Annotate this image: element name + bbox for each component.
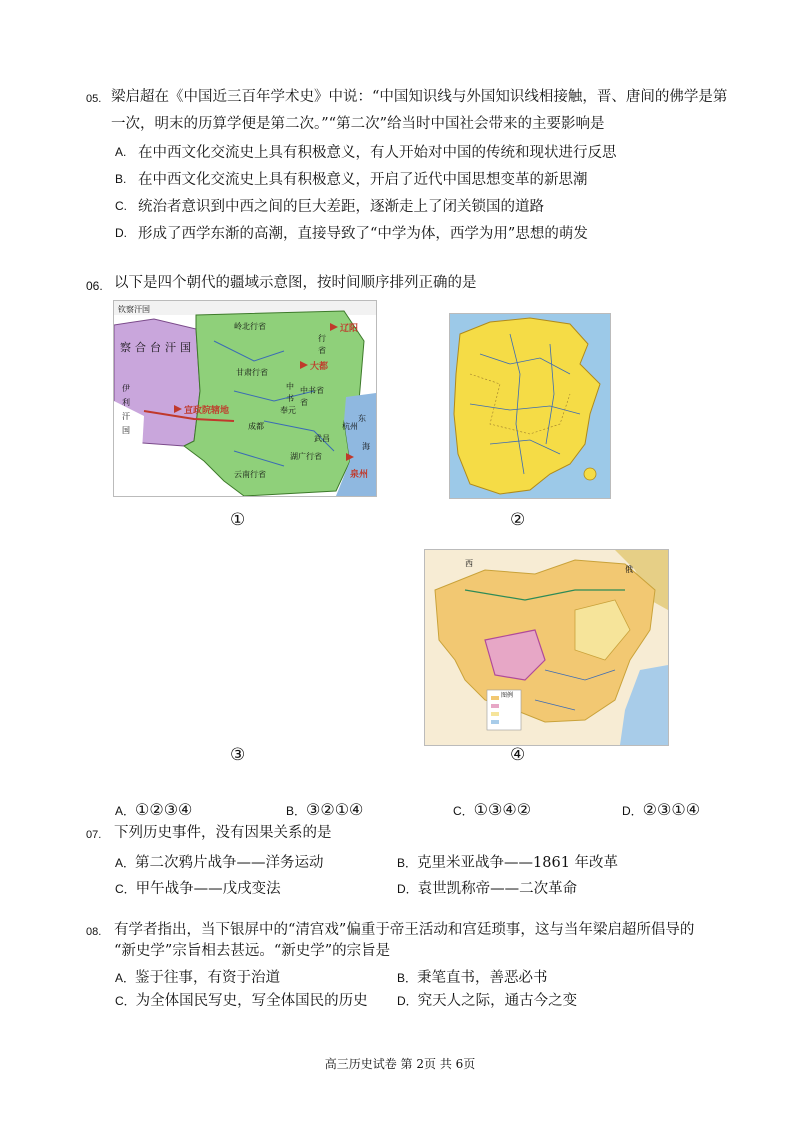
map1-label-hai: 海 xyxy=(362,442,370,451)
map-2-caption: ② xyxy=(510,510,526,530)
q07-number: 07. xyxy=(86,829,102,841)
q07-option-d-label: D． xyxy=(397,882,418,896)
q05-option-a-label[interactable]: A. xyxy=(115,145,127,159)
q08-option-b-label: B． xyxy=(397,971,418,985)
page-footer: 高三历史试卷 第 2页 共 6页 xyxy=(324,1057,476,1071)
q06-option-d[interactable] xyxy=(622,800,700,819)
q06-option-b[interactable] xyxy=(286,800,363,819)
map1-label-chagatai: 察合台汗国 xyxy=(120,341,195,354)
q07-option-d-text: 袁世凯称帝——二次革命 xyxy=(417,881,578,897)
q08-number: 08. xyxy=(86,926,102,938)
q07-option-a-text: 第二次鸦片战争——洋务运动 xyxy=(135,855,324,871)
q08-option-c-text: 为全体国民写史，写全体国民的历史 xyxy=(135,993,368,1009)
map1-label-zhong: 中 xyxy=(286,382,294,391)
map1-label-fengyuan: 奉元 xyxy=(280,406,296,415)
q08-option-a-text: 鉴于往事，有资于治道 xyxy=(135,970,281,986)
q07-option-c[interactable] xyxy=(115,877,281,898)
q07-option-a-label: A． xyxy=(115,856,136,870)
q05-option-c-label[interactable]: C. xyxy=(115,199,127,213)
q06-option-c[interactable] xyxy=(453,800,531,819)
q06-option-c-text: ①③④② xyxy=(473,800,532,819)
q06-option-a[interactable] xyxy=(115,800,192,819)
map1-label-shu: 书 xyxy=(286,394,294,403)
q05-option-a-text: 在中西文化交流史上具有积极意义，有人开始对中国的传统和现状进行反思 xyxy=(138,145,617,161)
map1-label-xing: 行 xyxy=(318,334,326,343)
q05-stem-line1: 梁启超在《中国近三百年学术史》中说：“中国知识线与外国知识线相接触，晋、唐间的佛学是第 xyxy=(111,89,728,105)
q08-stem-line2: “新史学”宗旨相去甚远。“新史学”的宗旨是 xyxy=(114,943,391,959)
q08-option-d-text: 究天人之际，通古今之变 xyxy=(417,993,578,1009)
q06-option-d-text: ②③①④ xyxy=(642,800,701,819)
q05-stem-line2: 一次，明末的历算学便是第二次。”“第二次”给当时中国社会带来的主要影响是 xyxy=(111,116,605,132)
map1-label-huguang: 湖广行省 xyxy=(290,452,322,461)
q06-stem: 以下是四个朝代的疆域示意图，按时间顺序排列正确的是 xyxy=(114,275,477,291)
q05-option-b-text: 在中西文化交流史上具有积极意义，开启了近代中国思想变革的新思潮 xyxy=(138,172,588,188)
map-2 xyxy=(449,313,611,499)
map-3-caption: ③ xyxy=(230,745,246,765)
q08-option-d-label: D． xyxy=(397,994,418,1008)
map1-label-sheng2: 省 xyxy=(300,398,308,407)
q06-option-d-label: D． xyxy=(622,804,643,818)
q06-option-b-text: ③②①④ xyxy=(306,800,364,819)
map1-label-il-3: 汗 xyxy=(122,412,130,421)
q07-option-b-label: B． xyxy=(397,856,418,870)
map3-label-russia: 俄 xyxy=(625,565,633,574)
q08-option-a[interactable] xyxy=(115,966,280,987)
map1-label-zhongshu: 中书省 xyxy=(300,386,324,395)
q08-option-b[interactable] xyxy=(397,966,548,987)
map-1-yuan xyxy=(113,300,377,497)
q07-option-c-text: 甲午战争——戊戌变法 xyxy=(135,881,281,897)
map1-label-dong: 东 xyxy=(358,414,366,423)
q05-number: 05. xyxy=(86,93,102,105)
map1-label-chengdu: 成都 xyxy=(248,422,264,431)
q07-option-b-text: 克里米亚战争——1861 年改革 xyxy=(417,855,619,871)
map1-label-hangzhou: 杭州 xyxy=(342,422,358,431)
map-3-qing xyxy=(424,549,669,746)
map-4-caption: ④ xyxy=(510,745,526,765)
q08-stem-line1: 有学者指出，当下银屏中的“清宫戏”偏重于帝王活动和宫廷琐事，这与当年梁启超所倡导的 xyxy=(114,922,695,938)
q07-option-b[interactable] xyxy=(397,851,618,872)
map1-label-yunnan: 云南行省 xyxy=(234,470,266,479)
q06-option-a-text: ①②③④ xyxy=(135,800,193,819)
map1-label-xuanzhengyuan: 宣政院辖地 xyxy=(184,406,230,416)
q05-option-c-text: 统治者意识到中西之间的巨大差距，逐渐走上了闭关锁国的道路 xyxy=(138,199,544,215)
map1-label-wuchang: 武昌 xyxy=(314,434,330,443)
map1-label-il-2: 利 xyxy=(122,398,130,407)
q07-stem: 下列历史事件，没有因果关系的是 xyxy=(114,825,332,841)
map1-label-quanzhou: 泉州 xyxy=(350,470,369,480)
map1-label-il-1: 伊 xyxy=(122,384,130,393)
map1-label-sheng: 省 xyxy=(318,346,326,355)
q08-option-b-text: 秉笔直书，善恶必书 xyxy=(417,970,548,986)
q06-option-a-label: A． xyxy=(115,804,136,818)
q07-option-a[interactable] xyxy=(115,851,324,872)
q07-option-c-label: C． xyxy=(115,882,136,896)
q06-option-b-label: B． xyxy=(286,804,307,818)
q05-option-d-label[interactable]: D. xyxy=(115,226,127,240)
q05-option-b-label[interactable]: B. xyxy=(115,172,127,186)
map-1-caption: ① xyxy=(230,510,246,530)
map1-label-il-4: 国 xyxy=(122,426,130,435)
q08-option-a-label: A． xyxy=(115,971,136,985)
q07-option-d[interactable] xyxy=(397,877,577,898)
map1-label-gansu: 甘肃行省 xyxy=(236,368,268,377)
map3-label-west: 西 xyxy=(465,559,473,568)
q05-option-d-text: 形成了西学东渐的高潮，直接导致了“中学为体，西学为用”思想的萌发 xyxy=(138,226,588,242)
q06-option-c-label: C． xyxy=(453,804,474,818)
map1-label-lingbei: 岭北行省 xyxy=(234,322,266,331)
q06-number: 06. xyxy=(86,279,103,293)
map-3-svg xyxy=(425,550,668,745)
q08-option-c[interactable] xyxy=(115,989,368,1010)
map-2-svg xyxy=(450,314,610,498)
q08-option-d[interactable] xyxy=(397,989,577,1010)
map1-label-kipchak: 钦察汗国 xyxy=(118,305,150,314)
map1-label-dadu: 大都 xyxy=(310,362,329,372)
q08-option-c-label: C． xyxy=(115,994,136,1008)
map3-legend-title: 图例 xyxy=(501,692,514,699)
map1-label-liaoyang: 辽阳 xyxy=(340,324,359,334)
